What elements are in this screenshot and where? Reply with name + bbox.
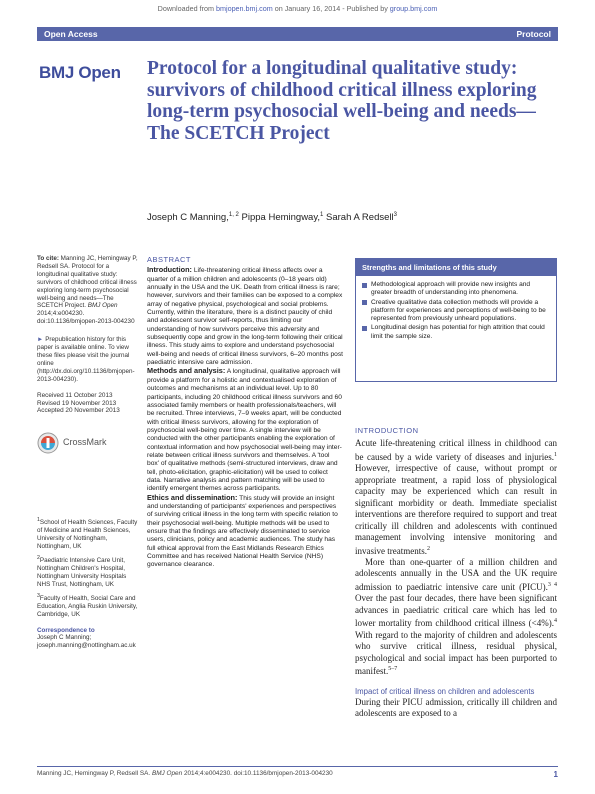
bullet-square-icon [362,283,367,288]
citation-doi: 2014;4:e004230. doi:10.1136/bmjopen-2013-004230 [37,310,135,326]
download-text: Downloaded from [157,4,216,13]
protocol-label: Protocol [516,29,551,39]
crossmark-label: CrossMark [63,437,107,448]
introduction-heading: INTRODUCTION [355,426,419,435]
affiliations [37,517,139,618]
author-affiliation-mark: 3 [393,212,397,218]
received-date: Received 11 October 2013 [37,391,113,399]
strengths-limitations-box [355,258,557,382]
group-bmj-link[interactable]: group.bmj.com [389,4,438,13]
bmjopen-link[interactable]: bmjopen.bmj.com [215,4,273,13]
download-text-mid: on January 16, 2014 - Published by [272,4,390,13]
abstract-methods: Methods and analysis: A longitudinal, qualitative approach will provide a platform for a holistic and contextualised exploration of outcomes and mechanisms at an individual level. Up to 80 participants, including 20 childhood critical illness survivors and 60 associated family members or health professionals/teachers, will be recruited. Three interviews, 7–9 weeks apart, will be conducted with critical illness survivors, allowing for the exploration of psychosocial well-being over time. A single interview will be conducted with the other participants enabling the exploration of contextual information and how psychosocial well-being may inter-relate between critical illness survivors and themselves. A 'tool box' of qualitative methods (semi-structured interviews, draw and tell, photo-elicitation, graphic-elicitation) will be used to collect data. Narrative analysis and pattern matching will be used to identify emergent themes across participants. [147,366,342,493]
author-list [147,212,397,223]
history-text: Prepublication history for this paper is available online. To view these files please visit the journal online (http://dx.doi.org/10.1136/bmjopen-2013-004230). [37,336,135,383]
accepted-date: Accepted 20 November 2013 [37,407,120,415]
arrow-right-icon: ► [37,336,44,344]
list-item: Longitudinal design has potential for high attrition that could limit the sample size. [362,324,550,341]
footer-citation: Manning JC, Hemingway P, Redsell SA. BMJ Open 2014;4:e004230. doi:10.1136/bmjopen-2013-004230 [37,770,333,777]
page-footer [37,766,558,779]
download-line [0,4,595,13]
list-item: Methodological approach will provide new insights and greater breadth of understanding into phenomena. [362,281,550,298]
article-title: Protocol for a longitudinal qualitative study: survivors of childhood critical illness exploring long-term psychosocial well-being and needs—The SCETCH Project [147,58,537,144]
section-bar [37,27,558,41]
affiliation-1: $^1$School of Health Sciences, Faculty of Medicine and Health Sciences, University of Nottingham, Nottingham, UK [37,517,138,551]
correspondence-text: Joseph C Manning; joseph.manning@nottingham.ac.uk [37,634,136,650]
citation-label: To cite: [37,255,59,262]
author-name: Pippa Hemingway, [241,212,321,224]
impact-subheading: Impact of critical illness on children and adolescents [355,686,535,696]
prepublication-history [37,336,139,383]
correspondence-heading: Correspondence to [37,626,95,634]
strengths-list [356,276,556,346]
list-item: Creative qualitative data collection methods will provide a platform for experiences and perceptions of well-being to be represented from previously unheard populations. [362,299,550,324]
bullet-square-icon [362,300,367,305]
crossmark-icon [37,432,59,454]
strengths-heading: Strengths and limitations of this study [356,259,556,276]
introduction-paragraph-3: During their PICU admission, critically ill children and adolescents are exposed to a [355,697,557,719]
author-affiliation-mark: 1 [320,212,324,218]
bullet-square-icon [362,326,367,331]
abstract-ethics: Ethics and dissemination: This study will provide an insight and understanding of participants' experiences and perspectives of surviving critical illness in the long term with specific relation to their psychosocial well-being. Multiple methods will be used to ensure that the findings are effectively disseminated to service users, clinicians, policy and academic audiences. The study has full ethical approval from the East Midlands Research Ethics Committee and has received National Health Service (NHS) governance clearance. [147,492,338,569]
bmj-open-logo: BMJ Open [39,63,121,82]
citation-text: Manning JC, Hemingway P, Redsell SA. Protocol for a longitudinal qualitative study: survivors of childhood critical illness exploring long-term psychosocial well-being and needs—The SCETCH Project. [37,255,138,310]
abstract-introduction: Introduction: Life-threatening critical illness affects over a quarter of a million children and adolescents (0–18 years old) annually in the USA and the UK. Death from critical illness is rare; however, survivors and their families can be exposed to a complex array of negative physical, psychological and social problems. Currently, within the literature, there is a distinct paucity of child and adolescent survivor self-reports, thus limiting our understanding of how survivors perceive this adversity and subsequently cope and grow in the long-term following their critical illness. This study aims to explore and understand psychosocial well-being and needs of critical illness survivors, 6–20 months post paediatric intensive care admission. [147,265,343,367]
affiliation-3: $^3$Faculty of Health, Social Care and Education, Anglia Ruskin University, Cambridge, UK [37,592,138,618]
abstract [147,256,343,570]
citation-block [37,255,139,326]
revised-date: Revised 19 November 2013 [37,399,117,407]
abstract-heading: ABSTRACT [147,255,192,264]
open-access-label: Open Access [44,29,98,39]
sidebar [37,255,139,650]
author-affiliation-mark: 1, 2 [228,212,239,218]
citation-journal: BMJ Open [87,302,118,310]
page-number: 1 [553,770,558,779]
affiliation-2: $^2$Paediatric Intensive Care Unit, Nottingham Children's Hospital, Nottingham University Hospitals NHS Trust, Nottingham, UK [37,555,127,588]
author-name: Joseph C Manning, [147,212,229,224]
introduction-paragraph-2: More than one-quarter of a million children and adolescents annually in the USA and the UK require admission to paediatric intensive care unit (PICU).$^{3 4}$ Over the past four decades, there have been significant advances in paediatric critical care which has led to lower mortality from childhood critical illness (<4%).$^4$ With regard to the majority of children and adolescents who survive critical illness, residual physical, psychological and social impact has been purported to manifest.$^{5-7}$ [355,556,558,677]
article-dates [37,392,139,416]
author-name: Sarah A Redsell [326,212,394,224]
introduction-paragraph-1: Acute life-threatening critical illness in childhood can be caused by a wide variety of diseases and injuries.$^1$ However, irrespective of cause, without prompt or appropriate treatment, a rapid loss of physiological capacity may be experienced which can result in significant morbidity or death. Immediate specialist interventions are therefore required to support and treat critically ill children and adolescents with continued management involving intensive monitoring and invasive treatments.$^2$ [355,438,557,556]
introduction-section [355,425,557,720]
crossmark-badge[interactable] [37,431,139,455]
